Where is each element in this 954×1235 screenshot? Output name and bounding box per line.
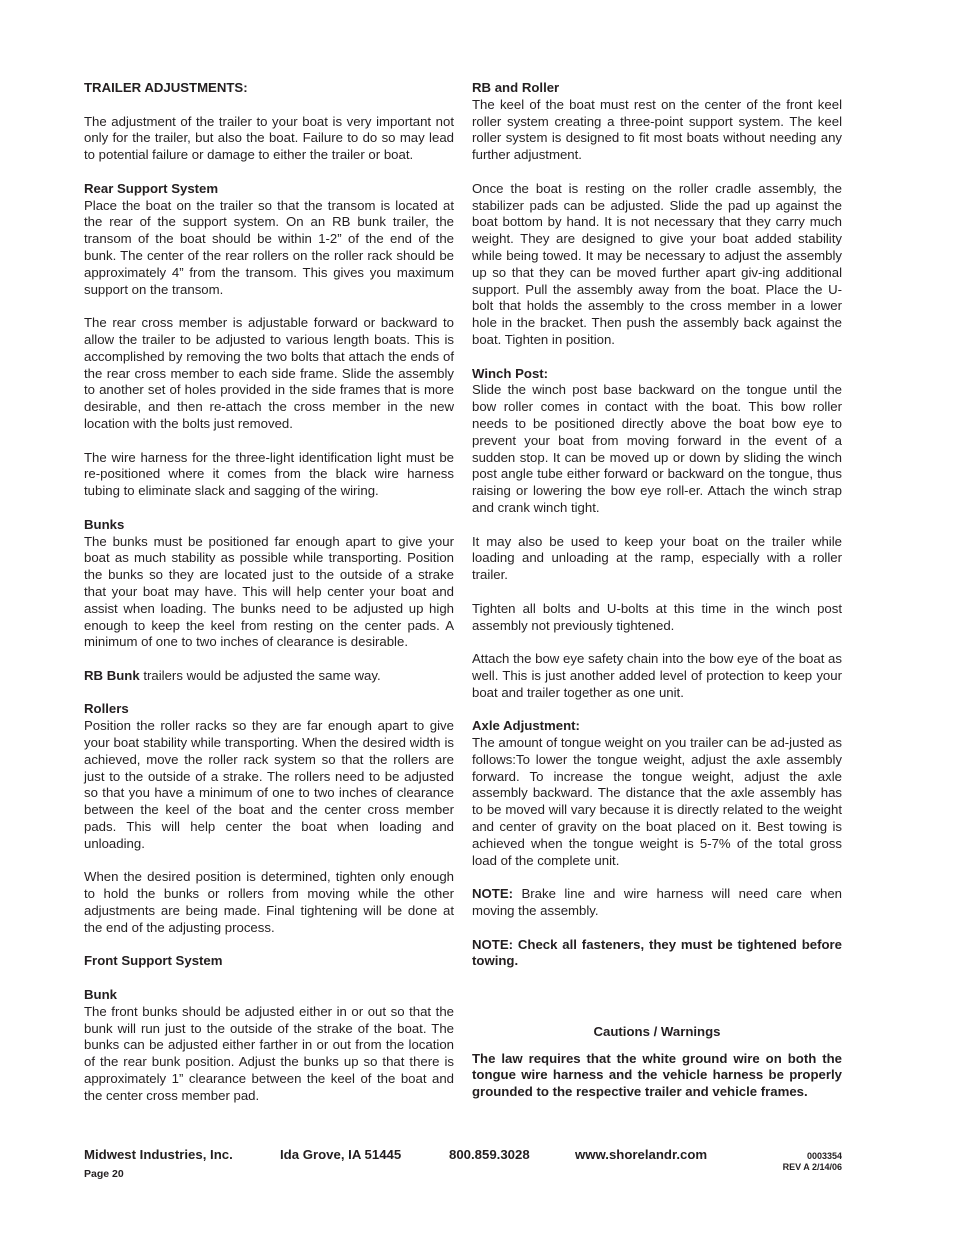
axle-adjustment-paragraph: The amount of tongue weight on you trailer can be ad-justed as follows:To lower the tongue weight, adjust the axle assembly forward. To increase the tongue weight, adjust the axle assembly backward. The distance that the axle assembly has to be moved will vary because it is directly related to the weight and center of gravity on the boat placed on it. Best towing is achieved when the tongue weight is 5-7% of the total gross load of the complete unit. (472, 735, 842, 868)
left-column (84, 80, 454, 1121)
rb-roller-heading: RB and Roller (472, 80, 560, 95)
rollers-paragraph: Position the roller racks so they are far enough apart to give your boat stability while transporting. When the desired width is achieved, move the roller rack system so that the rollers are just to the outside of a strake. The rollers need to be adjusted so that you have a minimum of one to two inches of clearance between the keel of the boat and the center cross member pads. This will help center the boat when loading and unloading. (84, 718, 454, 851)
footer-revision: REV A 2/14/06 (782, 1162, 842, 1172)
rb-bunk-text: trailers would be adjusted the same way. (139, 667, 381, 683)
winch-post-paragraph-2: It may also be used to keep your boat on the trailer while loading and unloading at the ramp, especially with a roller trailer. (472, 533, 842, 583)
note-brake-line-text: Brake line and wire harness will need care when moving the assembly. (472, 886, 842, 919)
trailer-adjustments-title: TRAILER ADJUSTMENTS: (84, 80, 248, 95)
winch-post-paragraph-4: Attach the bow eye safety chain into the bow eye of the boat as well. This is just another added level of protection to keep your boat and trailer together as one unit. (472, 651, 842, 700)
cautions-warnings-heading: Cautions / Warnings (593, 1023, 721, 1039)
front-support-heading: Front Support System (84, 953, 223, 969)
rear-support-paragraph-3: The wire harness for the three-light identification light must be re-positioned where it comes from the black wire harness tubing to eliminate slack and sagging of the wiring. (84, 449, 454, 499)
rear-support-paragraph-1: Place the boat on the trailer so that the transom is located at the rear of the support system. On an RB bunk trailer, the transom of the boat should be within 1-2” of the end of the bunk. The center of the rear rollers on the roller rack should be approximately 4” from the transom. This gives you maximum support on the transom. (84, 197, 454, 297)
note-check-fasteners: NOTE: Check all fasteners, they must be tightened before towing. (472, 936, 842, 969)
note-label: NOTE: (472, 886, 514, 902)
rollers-heading: Rollers (84, 701, 129, 717)
footer-website: www.shorelandr.com (575, 1147, 708, 1162)
right-column (472, 80, 842, 1118)
bunks-paragraph: The bunks must be positioned far enough apart to give your boat as much stability as possible while transporting. Position the bunks so they are located just to the outside of a strake that your boat may have. This will help center your boat and assist when loading. The bunks need to be adjusted up high enough to keep the keel from resting on the center pads. A minimum of one to two inches of clearance is desirable. (84, 533, 454, 650)
bunks-heading: Bunks (84, 516, 125, 532)
intro-paragraph: The adjustment of the trailer to your boat is very important not only for the trailer, but also the boat. Failure to do so may lead to potential failure or damage to either the trailer or boat. (84, 113, 454, 163)
rb-roller-paragraph-2: Once the boat is resting on the roller cradle assembly, the stabilizer pads can be adjusted. Slide the pad up against the boat bottom by hand. It is not necessary that they carry much weight. They are designed to give your boat added stability while being towed. It may be necessary to adjust the assembly up so that they can be moved further apart giv-ing additional support. Pull the assembly away from the boat. Place the U-bolt that holds the assembly to the cross member in a lower hole in the bracket. Then push the assembly back against the boat. Tighten in position. (472, 180, 842, 347)
winch-post-heading: Winch Post: (472, 365, 549, 381)
rb-bunk-label: RB Bunk (84, 667, 140, 683)
rear-support-heading: Rear Support System (84, 180, 219, 196)
footer-city: Ida Grove, IA 51445 (280, 1147, 402, 1162)
rb-roller-paragraph-1: The keel of the boat must rest on the center of the front keel roller system creating a three-point support system. The keel roller system is designed to fit most boats without needing any further adjustment. (472, 96, 842, 163)
rear-support-paragraph-2: The rear cross member is adjustable forward or backward to allow the trailer to be adjusted to various length boats. This is accomplished by removing the two bolts that attach the ends of the rear cross member to each side frame. Slide the assembly to another set of holes provided in the side frames that is more desirable, and then re-attach the cross member in the new location with the bolts just removed. (84, 315, 454, 431)
bunk-paragraph: The front bunks should be adjusted either in or out so that the bunk will run just to the outside of the strake of the boat. The bunks can be adjusted either farther in or out from the location of the rear bunk position. Adjust the bunks up so that there is approximately 1” clearance between the keel of the boat and the center cross member pad. (84, 1003, 454, 1103)
cautions-warnings-paragraph: The law requires that the white ground wire on both the tongue wire harness and the vehicle harness be properly grounded to the respective trailer and vehicle frames. (472, 1050, 842, 1100)
rb-bunk-paragraph (84, 668, 454, 685)
note-brake-line (472, 886, 842, 920)
page-footer (84, 1147, 842, 1180)
footer-page-number: Page 20 (84, 1168, 124, 1180)
footer-company: Midwest Industries, Inc. (84, 1147, 233, 1162)
footer-doc-info (783, 1151, 842, 1173)
footer-doc-number: 0003354 (806, 1151, 842, 1161)
axle-adjustment-heading: Axle Adjustment: (472, 718, 580, 734)
footer-phone: 800.859.3028 (449, 1147, 530, 1162)
bunk-heading: Bunk (84, 987, 117, 1003)
winch-post-paragraph-1: Slide the winch post base backward on the tongue until the bow roller comes in contact with the boat. This bow roller needs to be positioned directly above the boat bow eye to prevent your boat from moving forward in the event of a sudden stop. It can be moved up or down by sliding the winch post angle tube either forward or backward on the tongue, thus raising or lowering the bow eye roll-er. Attach the winch strap and crank winch tight. (472, 382, 842, 515)
tighten-paragraph: When the desired position is determined, tighten only enough to hold the bunks or rollers from moving while the other adjustments are being made. Final tightening will be done at the end of the adjusting process. (84, 869, 454, 935)
winch-post-paragraph-3: Tighten all bolts and U-bolts at this time in the winch post assembly not previously tightened. (472, 600, 842, 633)
